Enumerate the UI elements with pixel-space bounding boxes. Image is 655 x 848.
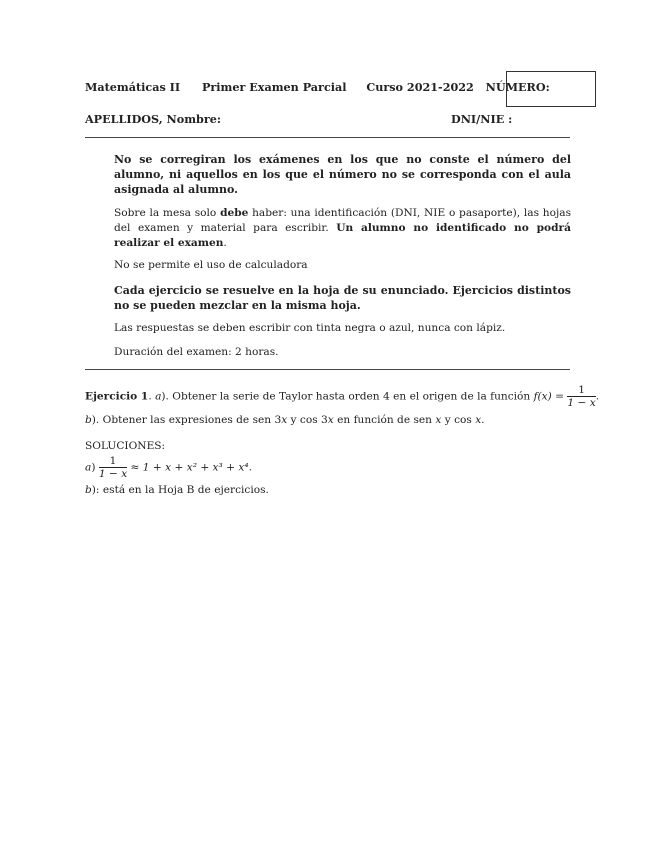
instruction-desk-emph: debe bbox=[220, 207, 249, 219]
fraction-numerator: 1 bbox=[567, 384, 595, 397]
part-b-label: b bbox=[85, 414, 92, 426]
var-x-1: x bbox=[281, 414, 288, 426]
solutions-heading: SOLUCIONES: bbox=[85, 440, 166, 452]
instruction-sheets: Cada ejercicio se resuelve en la hoja de su enunciado. Ejercicios distintos no se pueden mezclar en la misma hoja. bbox=[114, 284, 571, 312]
solution-fraction-denominator: 1 − x bbox=[98, 468, 128, 480]
exercise-part-b: b). Obtener las expresiones de sen 3x y cos 3x en función de sen x y cos x. bbox=[85, 414, 485, 426]
var-x-4: x bbox=[475, 414, 482, 426]
instruction-desk-warning: Un alumno no identificado no podrá realizar el examen bbox=[114, 222, 571, 249]
part-b-text-3: en función de sen bbox=[333, 414, 436, 426]
instruction-desk-text: Sobre la mesa solo bbox=[114, 207, 221, 219]
instruction-calculator: No se permite el uso de calculadora bbox=[114, 259, 308, 271]
exercise-title: Ejercicio 1 bbox=[85, 390, 149, 403]
solution-b-text: ): está en la Hoja B de ejercicios. bbox=[91, 484, 269, 496]
instruction-desk-end: . bbox=[223, 237, 227, 249]
solution-b-label: b bbox=[85, 484, 92, 496]
solution-a-series: ≈ 1 + x + x² + x³ + x⁴. bbox=[130, 461, 252, 474]
var-x-3: x bbox=[435, 414, 442, 426]
solution-fraction bbox=[99, 455, 127, 480]
solution-b bbox=[85, 484, 269, 496]
course-label: Curso 2021-2022 bbox=[366, 80, 474, 94]
dni-label: DNI/NIE : bbox=[451, 112, 513, 126]
part-b-text-4: y cos bbox=[441, 414, 476, 426]
part-a-label: a bbox=[155, 390, 162, 403]
divider-top bbox=[85, 137, 570, 138]
function-fraction bbox=[567, 384, 595, 409]
instruction-desk-text-2: haber: una identificación (DNI, NIE o pasaporte), las hojas del examen y material para escribir. bbox=[114, 207, 572, 234]
divider-bottom bbox=[85, 369, 570, 370]
subject-label: Matemáticas II bbox=[85, 80, 181, 94]
surname-label: APELLIDOS, Nombre: bbox=[85, 112, 221, 126]
fraction-denominator: 1 − x bbox=[567, 397, 596, 409]
instruction-duration: Duración del examen: 2 horas. bbox=[114, 346, 279, 358]
function-label: f(x) = bbox=[533, 390, 565, 403]
solution-a: a) $\frac{1}{1 - x}$ ≈ 1 + x + x² + x³ + x⁴. bbox=[85, 455, 252, 480]
header-line bbox=[85, 80, 550, 94]
exercise-part-a: Ejercicio 1. a). Obtener la serie de Taylor hasta orden 4 en el origen de la función f(x) = $\frac{1}{1 - x}$ . bbox=[85, 384, 600, 409]
exam-label: Primer Examen Parcial bbox=[201, 80, 347, 94]
part-b-text-2: y cos 3 bbox=[287, 414, 328, 426]
instruction-ink: Las respuestas se deben escribir con tinta negra o azul, nunca con lápiz. bbox=[114, 322, 506, 334]
solution-fraction-numerator: 1 bbox=[99, 455, 127, 468]
var-x-2: x bbox=[327, 414, 334, 426]
numero-field[interactable] bbox=[506, 71, 596, 107]
instruction-id-number: No se corregiran los exámenes en los que no conste el número del alumno, ni aquellos en los que el número no se corresponda con el aula asignada al alumno. bbox=[114, 153, 571, 196]
solution-a-label: a bbox=[85, 461, 92, 474]
instruction-desk bbox=[114, 206, 571, 251]
part-b-text-1: ). Obtener las expresiones de sen 3 bbox=[91, 414, 282, 426]
numero-label: NÚMERO: bbox=[485, 80, 550, 94]
part-a-text: ). Obtener la serie de Taylor hasta orden 4 en el origen de la función bbox=[161, 390, 534, 403]
